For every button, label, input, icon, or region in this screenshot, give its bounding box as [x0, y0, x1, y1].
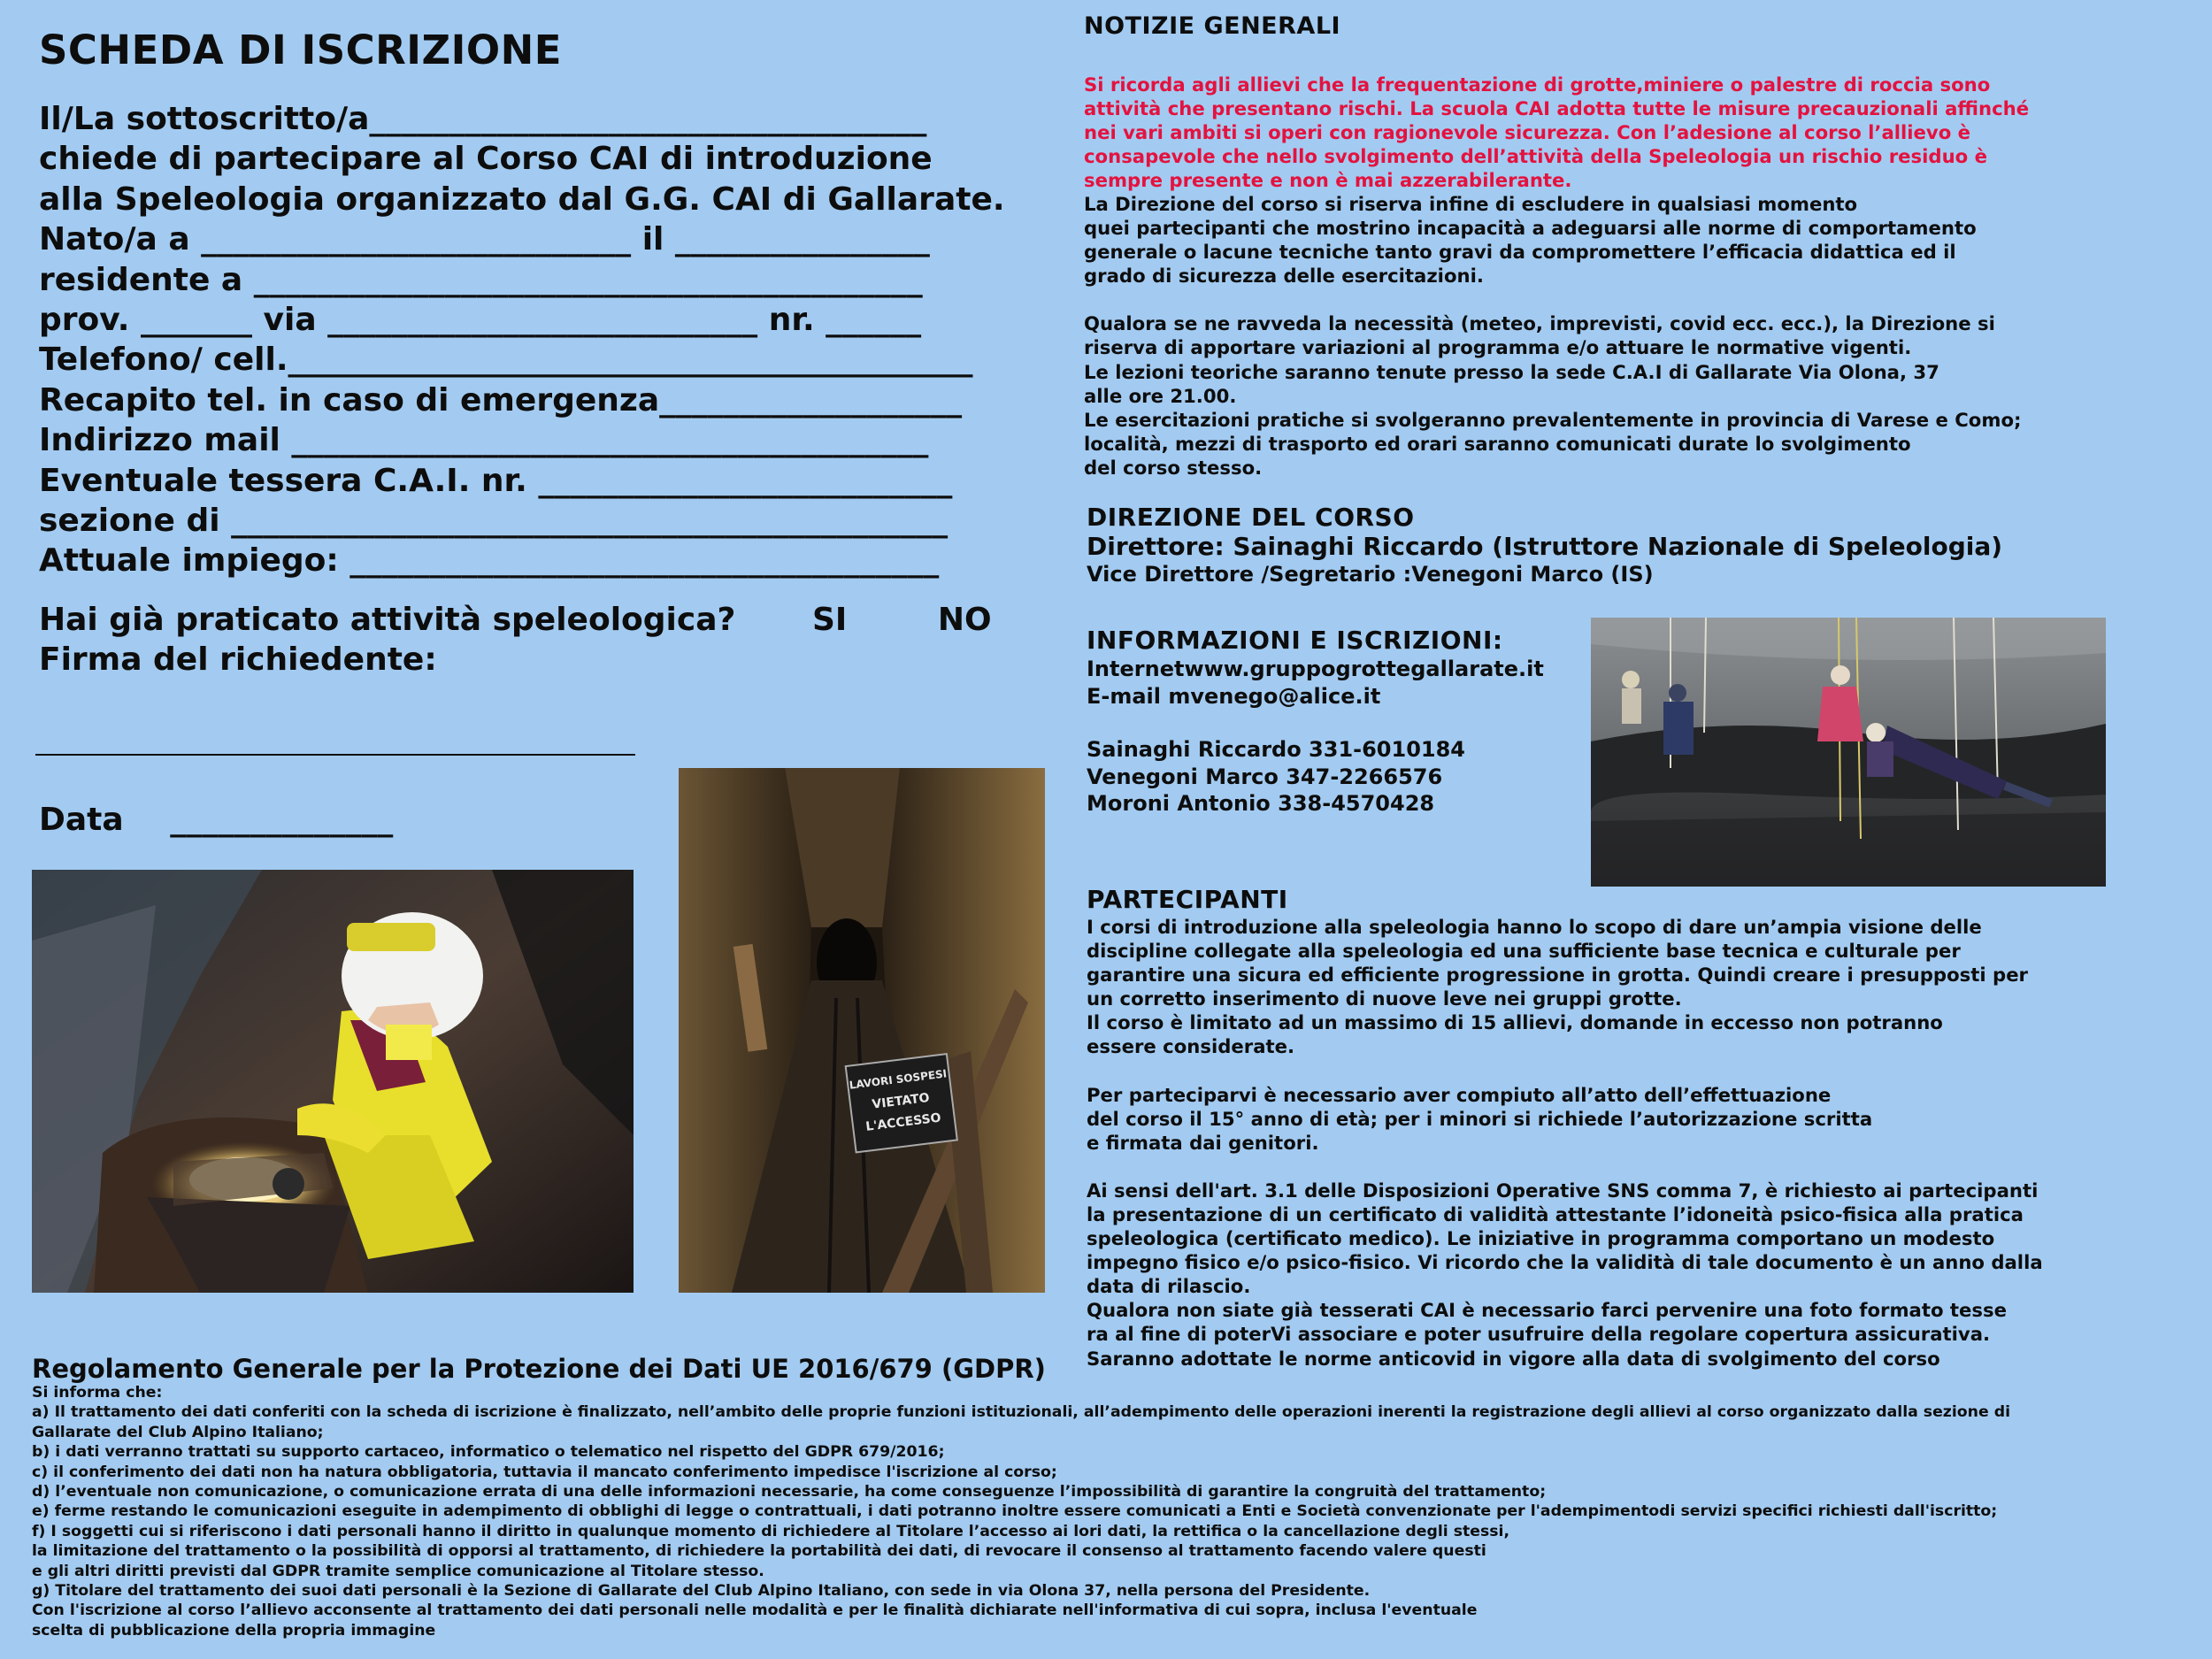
question-block	[39, 600, 992, 680]
partecipanti-line: del corso il 15° anno di età; per i minori si richiede l’autorizzazione scritta	[1087, 1107, 1873, 1130]
notizie-line: quei partecipanti che mostrino incapacità a adeguarsi alle norme di comportamento	[1084, 217, 1977, 240]
caver-photo	[32, 870, 634, 1293]
sign-text: VIETATO	[871, 1090, 931, 1112]
sign-text: LAVORI SOSPESI	[849, 1067, 948, 1092]
partecipanti-line: speleologica (certificato medico). Le iniziative in programma comportano un modesto	[1087, 1227, 1995, 1250]
warning-line: Si ricorda agli allievi che la frequentazione di grotte,miniere o palestre di roccia sono	[1084, 73, 1991, 96]
gdpr-line: e gli altri diritti previsti dal GDPR tramite semplice comunicazione al Titolare stesso.	[32, 1562, 764, 1580]
signature-label: Firma del richiedente:	[39, 641, 437, 678]
warning-line: consapevole che nello svolgimento dell’attività della Speleologia un rischio residuo è	[1084, 145, 1987, 168]
signature-line[interactable]	[35, 754, 635, 756]
gdpr-line: b) i dati verranno trattati su supporto cartaceo, informatico o telematico nel rispetto del GDPR 679/2016;	[32, 1443, 945, 1462]
tunnel-illustration	[679, 768, 1045, 1293]
field-sezione[interactable]: sezione di _____________________________________________	[39, 503, 949, 540]
gdpr-line: Si informa che:	[32, 1384, 163, 1402]
field-nato-a[interactable]: Nato/a a ___________________________ il ________________	[39, 221, 930, 258]
direzione-title: DIREZIONE DEL CORSO	[1087, 503, 1415, 532]
warning-line: sempre presente e non è mai azzerabilerante.	[1084, 169, 1572, 192]
notizie-title: NOTIZIE GENERALI	[1084, 12, 1341, 40]
partecipanti-line: impegno fisico e/o psico-fisico. Vi ricordo che la validità di tale documento è un anno dalla	[1087, 1251, 2043, 1274]
partecipanti-line: Saranno adottate le norme anticovid in vigore alla data di svolgimento del corso	[1087, 1347, 1940, 1370]
direzione-block	[1087, 503, 2002, 588]
contact-line: Moroni Antonio 338-4570428	[1087, 791, 1435, 816]
gdpr-line: Gallarate del Club Alpino Italiano;	[32, 1423, 324, 1441]
warning-block	[1084, 73, 2029, 192]
partecipanti-line: Il corso è limitato ad un massimo di 15 allievi, domande in eccesso non potranno	[1087, 1011, 1943, 1034]
question-text: Hai già praticato attività speleologica?	[39, 602, 736, 638]
partecipanti-line: Per parteciparvi è necessario aver compiuto all’atto dell’effettuazione	[1087, 1083, 1832, 1106]
sign-text: L'ACCESSO	[864, 1110, 942, 1134]
notizie-line: località, mezzi di trasporto ed orari saranno comunicati durate lo svolgimento	[1084, 432, 1911, 455]
partecipanti-line: data di rilascio.	[1087, 1275, 1251, 1298]
info-title: INFORMAZIONI E ISCRIZIONI:	[1087, 626, 1503, 655]
partecipanti-line	[1087, 1155, 2043, 1179]
field-impiego[interactable]: Attuale impiego: _____________________________________	[39, 542, 940, 580]
partecipanti-line: discipline collegate alla speleologia ed una sufficiente base tecnica e culturale per	[1087, 940, 1961, 963]
field-residente[interactable]: residente a __________________________________________	[39, 261, 923, 298]
gdpr-line: f) I soggetti cui si riferiscono i dati personali hanno il diritto in qualunque momento di richiedere al Titolare l’accesso ai lori dati, la rettifica o la cancellazione degli stessi,	[32, 1522, 1510, 1540]
gdpr-line: la limitazione del trattamento o la possibilità di opporsi al trattamento, di richiedere la portabilità dei dati, di revocare il consenso al trattamento facendo valere questi	[32, 1542, 1486, 1561]
notizie-line: Le lezioni teoriche saranno tenute presso la sede C.A.I di Gallarate Via Olona, 37	[1084, 360, 1939, 383]
form-text-line: chiede di partecipare al Corso CAI di introduzione	[39, 141, 933, 178]
notizie-line: riserva di apportare variazioni al programma e/o attuare le normative vigenti.	[1084, 336, 1912, 359]
notizie-line: Qualora se ne ravveda la necessità (meteo, imprevisti, covid ecc. ecc.), la Direzione si	[1084, 312, 1995, 335]
warning-line: attività che presentano rischi. La scuola CAI adotta tutte le misure precauzionali affinché	[1084, 97, 2030, 120]
info-email[interactable]: E-mail mvenego@alice.it	[1087, 683, 1381, 709]
partecipanti-title: PARTECIPANTI	[1087, 885, 1288, 914]
notizie-line: Le esercitazioni pratiche si svolgeranno prevalentemente in provincia di Varese e Como;	[1084, 408, 2022, 431]
notizie-line: generale o lacune tecniche tanto gravi da compromettere l’efficacia didattica ed il	[1084, 241, 1956, 264]
answer-yes[interactable]: SI	[811, 602, 848, 638]
caver-illustration	[32, 870, 634, 1293]
form-fields	[39, 99, 1025, 581]
gdpr-line: c) il conferimento dei dati non ha natura obbligatoria, tuttavia il mancato conferimento impedisce l'iscrizione al corso;	[32, 1463, 1057, 1481]
notizie-line	[1084, 288, 2021, 311]
partecipanti-line: la presentazione di un certificato di validità attestante l’idoneità psico-fisica alla pratica	[1087, 1202, 2024, 1225]
partecipanti-line	[1087, 1059, 2043, 1083]
climbers-photo	[1591, 618, 2106, 887]
field-tessera[interactable]: Eventuale tessera C.A.I. nr. __________________________	[39, 462, 953, 499]
partecipanti-line: e firmata dai genitori.	[1087, 1131, 1319, 1154]
contact-line: Sainaghi Riccardo 331-6010184	[1087, 737, 1466, 762]
form-title: SCHEDA DI ISCRIZIONE	[39, 27, 563, 73]
direttore: Direttore: Sainaghi Riccardo (Istruttore Nazionale di Speleologia)	[1087, 532, 2003, 561]
contact-line: Venegoni Marco 347-2266576	[1087, 764, 1443, 789]
vice-direttore: Vice Direttore /Segretario :Venegoni Marco (IS)	[1087, 562, 1654, 587]
gdpr-title: Regolamento Generale per la Protezione dei Dati UE 2016/679 (GDPR)	[32, 1354, 1046, 1384]
climbers-illustration	[1591, 618, 2106, 887]
field-telefono[interactable]: Telefono/ cell.___________________________________________	[39, 342, 973, 379]
spacer	[1087, 710, 1544, 736]
notizie-line: grado di sicurezza delle esercitazioni.	[1084, 265, 1484, 288]
notizie-line: del corso stesso.	[1084, 456, 1263, 479]
field-mail[interactable]: Indirizzo mail ________________________________________	[39, 422, 929, 459]
notizie-body	[1084, 192, 2021, 480]
gdpr-line: scelta di pubblicazione della propria immagine	[32, 1621, 436, 1640]
warning-line: nei vari ambiti si operi con ragionevole sicurezza. Con l’adesione al corso l’allievo è	[1084, 121, 1971, 144]
gdpr-line: d) l’eventuale non comunicazione, o comunicazione errata di una delle informazioni necessarie, ha come conseguenze l’impossibilità di garantire la congruità del trattamento;	[32, 1483, 1547, 1502]
gdpr-body	[32, 1383, 2010, 1640]
date-label: Data	[39, 802, 124, 838]
form-text-line: alla Speleologia organizzato dal G.G. CAI di Gallarate.	[39, 180, 1005, 218]
info-website[interactable]: Internetwww.gruppogrottegallarate.it	[1087, 657, 1544, 681]
field-emergenza[interactable]: Recapito tel. in caso di emergenza___________________	[39, 381, 963, 419]
gdpr-line: e) ferme restando le comunicazioni eseguite in adempimento di obblighi di legge o contrattuali, i dati potranno inoltre essere comunicati a Enti e Società convenzionate per l'adempimentodi servizi specifici richiesti dall'iscritto;	[32, 1502, 1998, 1521]
field-prov-via[interactable]: prov. _______ via ___________________________ nr. ______	[39, 302, 922, 339]
notizie-line: La Direzione del corso si riserva infine di escludere in qualsiasi momento	[1084, 193, 1858, 215]
partecipanti-line: un corretto inserimento di nuove leve nei gruppi grotte.	[1087, 987, 1682, 1010]
partecipanti-line: Ai sensi dell'art. 3.1 delle Disposizioni Operative SNS comma 7, è richiesto ai partecipanti	[1087, 1179, 2039, 1202]
gdpr-line: g) Titolare del trattamento dei suoi dati personali è la Sezione di Gallarate del Club Alpino Italiano, con sede in via Olona 37, nella persona del Presidente.	[32, 1582, 1371, 1601]
field-sottoscritto[interactable]: Il/La sottoscritto/a___________________________________	[39, 101, 927, 137]
partecipanti-block	[1087, 885, 2043, 1371]
info-block	[1087, 626, 1544, 818]
date-field[interactable]: ______________	[170, 802, 394, 838]
notizie-line: alle ore 21.00.	[1084, 384, 1237, 407]
partecipanti-line: garantire una sicura ed efficiente progressione in grotta. Quindi creare i presupposti per	[1087, 964, 2029, 987]
partecipanti-line: I corsi di introduzione alla speleologia hanno lo scopo di dare un’ampia visione delle	[1087, 916, 1982, 938]
gdpr-line: Con l'iscrizione al corso l’allievo acconsente al trattamento dei dati personali nelle modalità e per le finalità dichiarate nell'informativa di cui sopra, inclusa l'eventuale	[32, 1601, 1478, 1620]
answer-no[interactable]: NO	[937, 602, 992, 638]
gdpr-line: a) Il trattamento dei dati conferiti con la scheda di iscrizione è finalizzato, nell’ambito delle proprie funzioni istituzionali, all’adempimento delle operazioni inerenti la registrazione degli allievi al corso organizzato dalla sezione di	[32, 1403, 2010, 1422]
tunnel-photo	[679, 768, 1045, 1293]
partecipanti-line: ra al fine di poterVi associare e poter usufruire della regolare copertura assicurativa.	[1087, 1323, 1991, 1346]
date-row	[39, 802, 393, 838]
partecipanti-line: essere considerate.	[1087, 1035, 1295, 1058]
partecipanti-line: Qualora non siate già tesserati CAI è necessario farci pervenire una foto formato tesse	[1087, 1299, 2007, 1322]
